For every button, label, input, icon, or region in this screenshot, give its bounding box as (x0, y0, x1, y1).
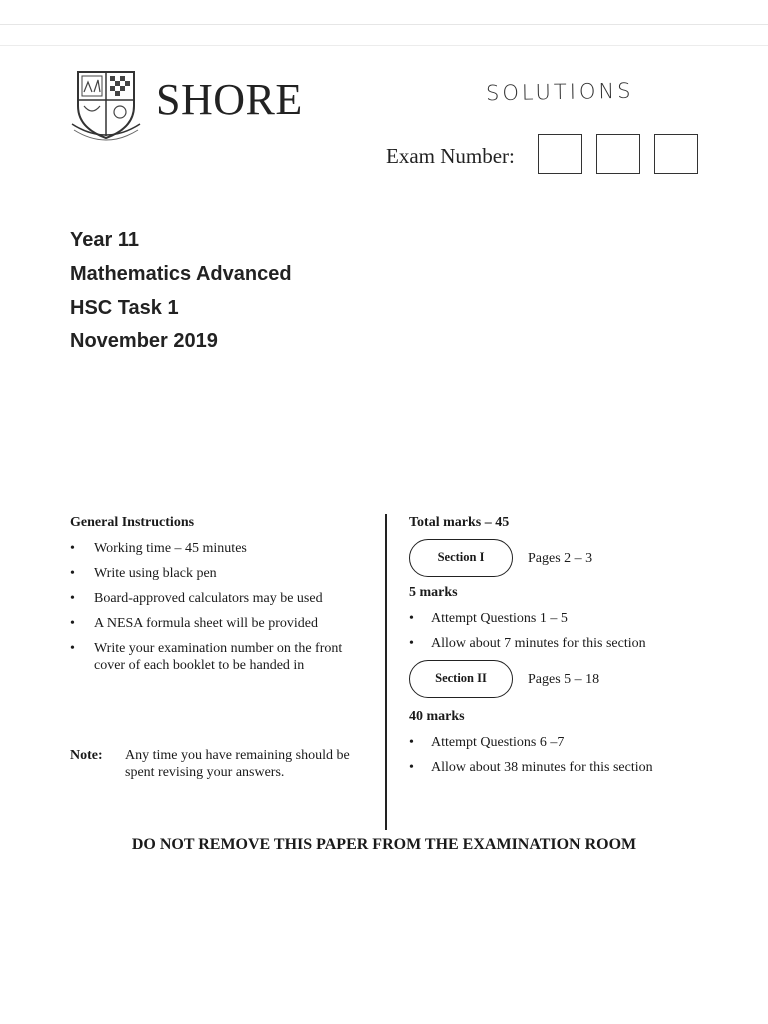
list-item (70, 590, 370, 607)
year-title: Year 11 (70, 229, 139, 251)
bullet-icon: • (70, 566, 75, 581)
section-1-pages: Pages 2 – 3 (528, 551, 593, 566)
school-crest-icon (70, 66, 142, 142)
instruction-text: Write your examination number on the front cover of each booklet to be handed in (94, 641, 343, 673)
bullet-icon: • (409, 636, 414, 651)
instruction-text: Board-approved calculators may be used (94, 591, 323, 606)
total-marks: Total marks – 45 (409, 515, 510, 530)
exam-number-box-2[interactable] (596, 134, 640, 174)
subject-title: Mathematics Advanced (70, 263, 292, 285)
section-1-badge: Section I (409, 539, 513, 577)
bullet-icon: • (409, 611, 414, 626)
section-1-list (409, 610, 709, 660)
handwritten-solutions-note: SOLUTIONS (485, 78, 634, 106)
general-instructions-heading: General Instructions (70, 515, 195, 530)
bullet-icon: • (70, 616, 75, 631)
section-2-pages: Pages 5 – 18 (528, 672, 600, 687)
list-item (70, 565, 370, 582)
bullet-icon: • (70, 591, 75, 606)
bullet-icon: • (409, 735, 414, 750)
list-item (70, 615, 370, 632)
section-2-marks: 40 marks (409, 709, 465, 724)
note-label: Note: (70, 748, 103, 763)
section-1-marks: 5 marks (409, 585, 458, 600)
bullet-icon: • (409, 760, 414, 775)
instruction-text: A NESA formula sheet will be provided (94, 616, 318, 631)
section-instruction: Allow about 38 minutes for this section (431, 760, 653, 775)
instruction-text: Working time – 45 minutes (94, 541, 247, 556)
general-instructions-list (70, 540, 370, 682)
section-2-badge: Section II (409, 660, 513, 698)
date-title: November 2019 (70, 330, 218, 352)
bullet-icon: • (70, 641, 75, 656)
section-instruction: Attempt Questions 6 –7 (431, 735, 565, 750)
scan-edge-line (0, 24, 768, 25)
section-2-list (409, 734, 709, 784)
instruction-text: Write using black pen (94, 566, 217, 581)
bullet-icon: • (70, 541, 75, 556)
exam-number-label: Exam Number: (386, 144, 515, 168)
school-name: SHORE (156, 75, 303, 124)
list-item (409, 759, 709, 776)
exam-room-warning: DO NOT REMOVE THIS PAPER FROM THE EXAMINATION ROOM (131, 836, 637, 853)
list-item (70, 640, 370, 674)
scan-edge-line (0, 45, 768, 46)
exam-number-box-1[interactable] (538, 134, 582, 174)
note-text: Any time you have remaining should be spent revising your answers. (125, 748, 350, 780)
list-item (409, 635, 709, 652)
exam-number-box-3[interactable] (654, 134, 698, 174)
list-item (409, 734, 709, 751)
list-item (409, 610, 709, 627)
section-instruction: Allow about 7 minutes for this section (431, 636, 646, 651)
section-instruction: Attempt Questions 1 – 5 (431, 611, 568, 626)
column-divider (385, 514, 387, 830)
task-title: HSC Task 1 (70, 297, 179, 319)
list-item (70, 540, 370, 557)
